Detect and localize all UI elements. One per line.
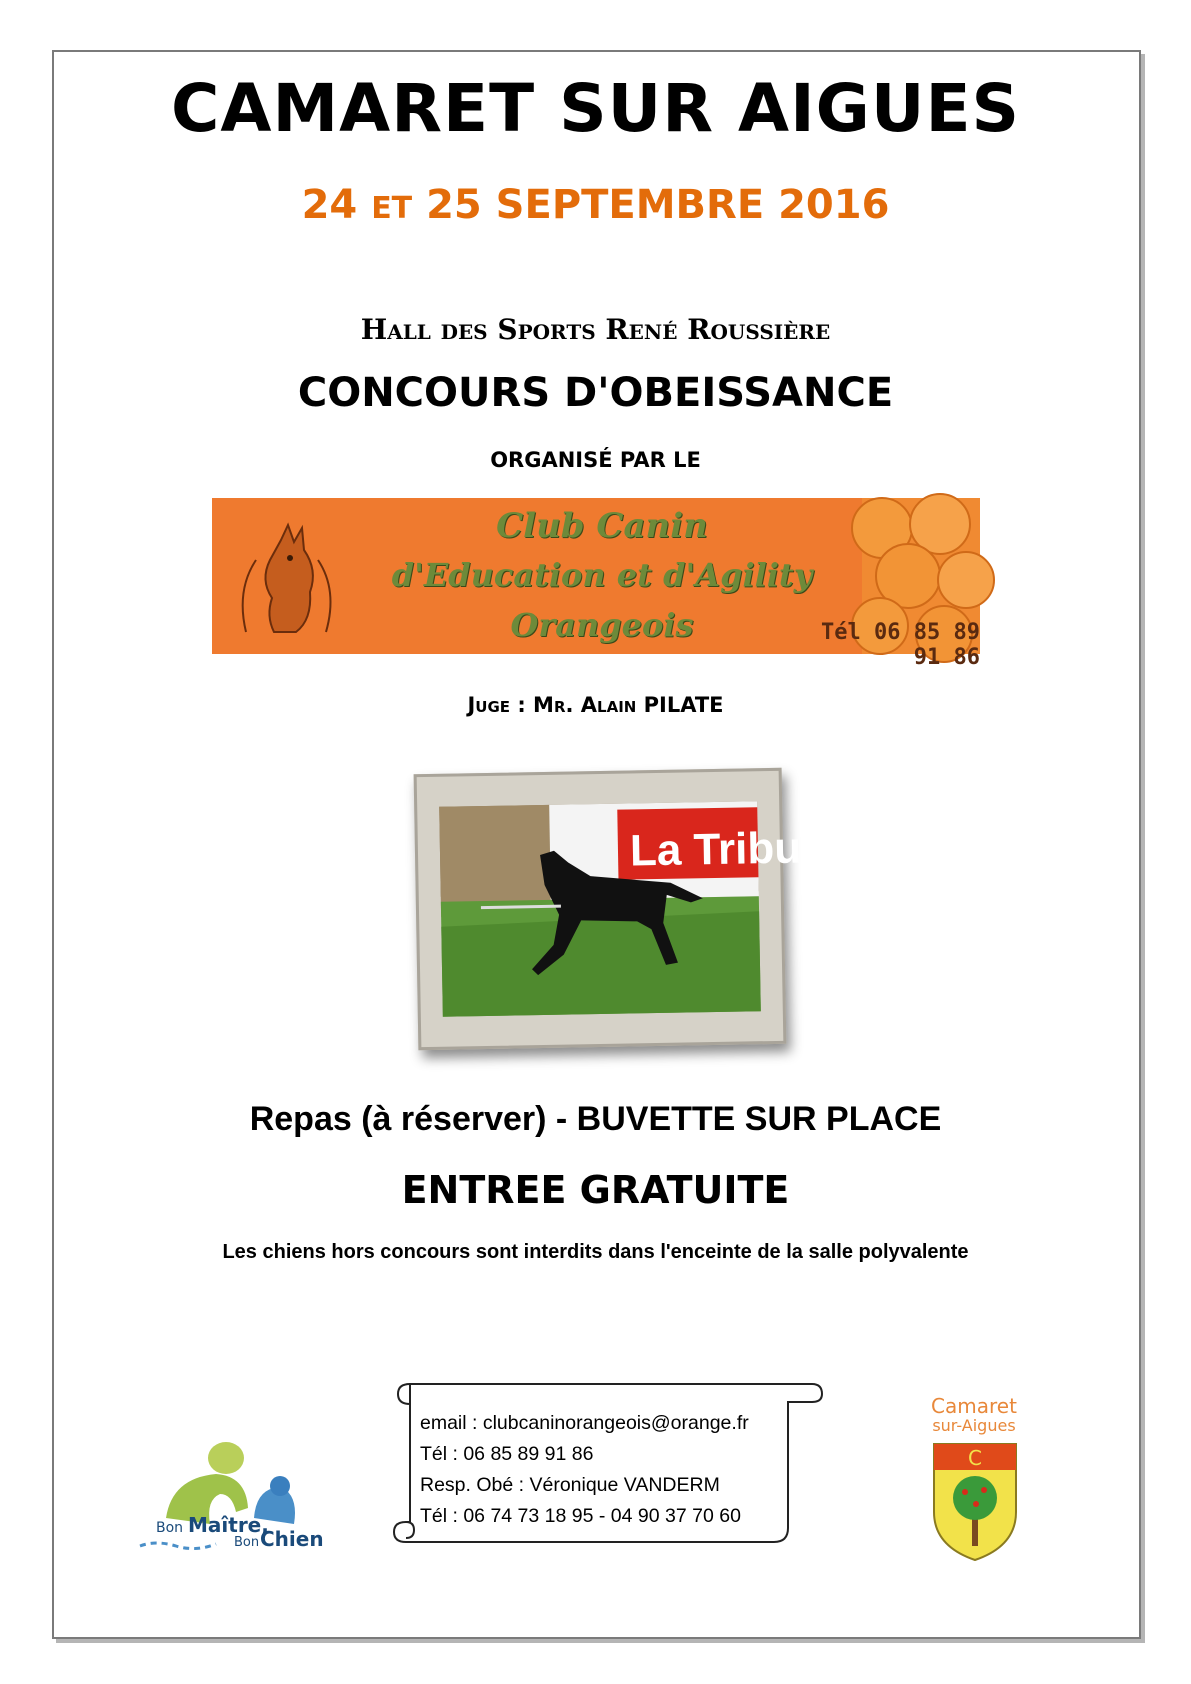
event-date <box>0 182 1191 228</box>
banner-line3: Orangeois <box>510 606 694 644</box>
camaret-coat-of-arms <box>924 1396 1024 1566</box>
contact-email: email : clubcaninorangeois@orange.fr <box>420 1412 749 1434</box>
logo-left-line2: Maître, <box>188 1513 269 1537</box>
venue: Hall des Sports René Roussière <box>360 313 831 346</box>
date-part3: 25 SEPTEMBRE 2016 <box>426 182 890 228</box>
banner-phone: Tél 06 85 89 91 86 <box>821 620 980 670</box>
judge: Juge : Mr. Alain PILATE <box>467 693 724 717</box>
banner-line1: Club Canin <box>496 506 708 546</box>
date-part1: 24 <box>301 182 358 228</box>
event-name: CONCOURS D'OBEISSANCE <box>297 370 894 416</box>
dog-rules-note: Les chiens hors concours sont interdits dans l'enceinte de la salle polyvalente <box>222 1241 969 1263</box>
club-banner <box>212 498 980 670</box>
shield-letter: C <box>968 1446 982 1470</box>
logo-left-line4: Chien <box>260 1527 324 1551</box>
photo-sign-text: La Tribu <box>629 823 802 876</box>
poster-title: CAMARET SUR AIGUES <box>170 70 1021 147</box>
contact-phones: Tél : 06 74 73 18 95 - 04 90 37 70 60 <box>420 1505 741 1527</box>
date-part2: ET <box>371 191 413 226</box>
logo-right-line2: sur-Aigues <box>932 1416 1016 1435</box>
dog-photo <box>414 768 802 1050</box>
contact-box <box>420 1408 810 1532</box>
entry-info: ENTREE GRATUITE <box>401 1168 790 1212</box>
dog-emblem-icon <box>226 520 346 640</box>
contact-responsible: Resp. Obé : Véronique VANDERM <box>420 1474 720 1496</box>
logo-left-line3: Bon <box>234 1535 260 1550</box>
organized-by: ORGANISÉ PAR LE <box>490 448 701 472</box>
bon-maitre-bon-chien-logo <box>136 1428 326 1558</box>
logo-left-line1: Bon <box>156 1520 184 1536</box>
meal-info: Repas (à réserver) - BUVETTE SUR PLACE <box>249 1100 942 1138</box>
dog-photo-image <box>439 801 802 1017</box>
contact-phone: Tél : 06 85 89 91 86 <box>420 1443 594 1465</box>
banner-line2: d'Education et d'Agility <box>391 556 813 594</box>
shield-icon <box>932 1442 1018 1562</box>
logo-right-line1: Camaret <box>931 1394 1017 1418</box>
